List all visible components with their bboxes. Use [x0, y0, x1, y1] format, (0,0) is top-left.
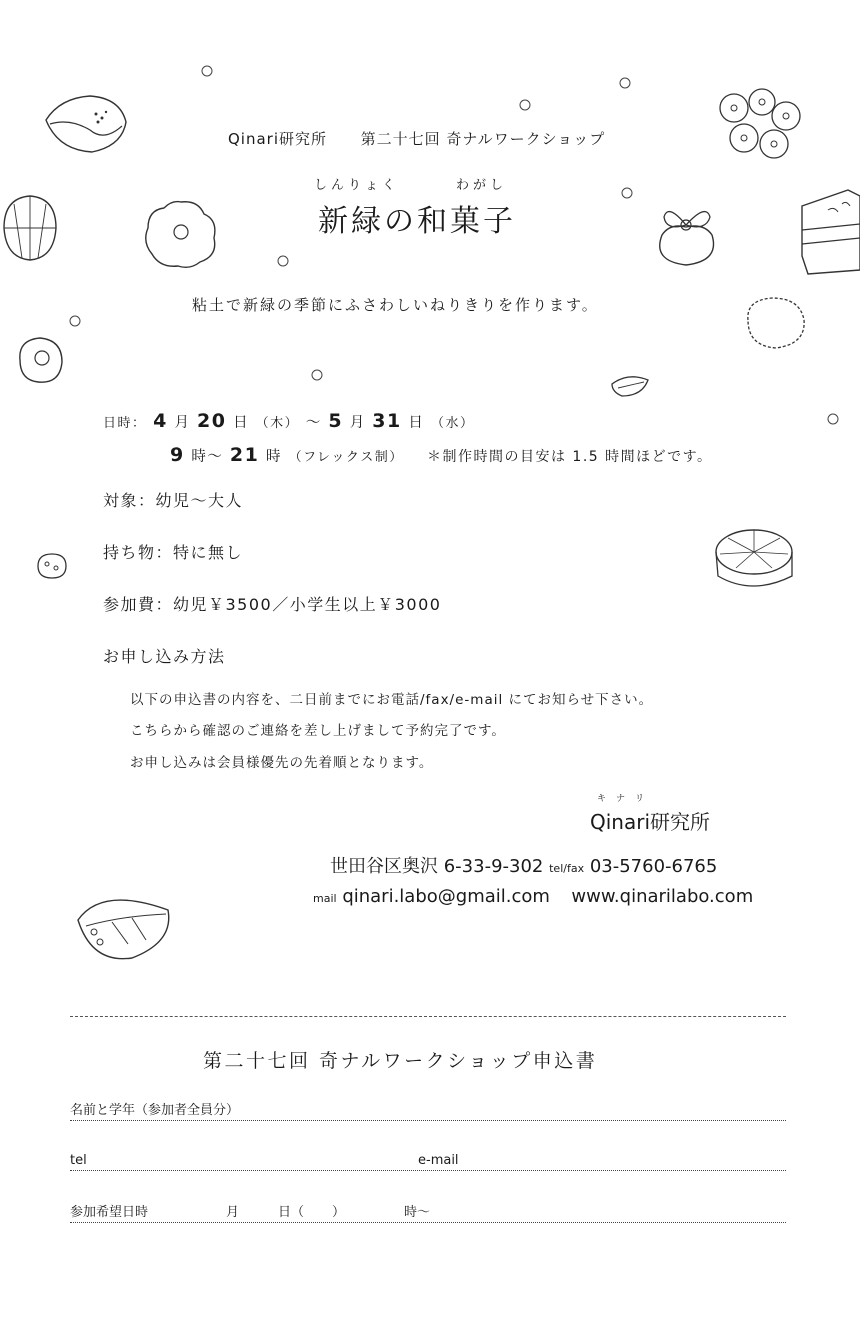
end-weekday: （水）: [430, 416, 475, 431]
hour-start: 9: [170, 444, 185, 466]
flower-dot-icon: [310, 368, 324, 382]
website-link[interactable]: www.qinarilabo.com: [571, 886, 754, 907]
flower-dot-icon: [620, 186, 634, 200]
sweet-small-bud-illustration: [12, 332, 68, 388]
hour-end-char: 時: [265, 449, 282, 465]
start-month: 4: [153, 410, 168, 432]
hour-end: 21: [229, 444, 260, 466]
sweet-chrysanthemum-illustration: [0, 188, 60, 266]
target-row: 対象：幼児～大人: [103, 491, 244, 510]
date-field[interactable]: [70, 1202, 786, 1223]
form-title: 第二十七回 奇ナルワークショップ申込書: [203, 1050, 598, 1072]
datetime-label: 日時：: [103, 416, 147, 431]
flower-dot-icon: [276, 254, 290, 268]
flower-dot-icon: [826, 412, 840, 426]
email-link[interactable]: qinari.labo@gmail.com: [342, 886, 550, 907]
day-char-2: 日: [408, 415, 425, 431]
event-label: 第二十七回 奇ナルワークショップ: [360, 130, 606, 148]
sweet-seed-illustration: [34, 550, 70, 582]
page-title: 新緑の和菓子: [318, 204, 516, 239]
event-header: [228, 128, 605, 149]
contact-field[interactable]: [70, 1150, 786, 1171]
sweet-wrapped-illustration: [40, 90, 132, 158]
date-field-label: 参加希望日時: [70, 1205, 149, 1220]
address-line: [330, 852, 717, 878]
sweet-leaf-small-illustration: [608, 370, 652, 400]
org-name: Qinari研究所: [590, 810, 711, 834]
title-ruby-2: わがし: [456, 178, 508, 193]
month-char: 月: [174, 415, 191, 431]
tel-number: 03-5760-6765: [589, 856, 718, 877]
mail-label: mail: [313, 892, 337, 905]
flower-dot-icon: [68, 314, 82, 328]
sweet-fluffy-illustration: [742, 294, 808, 352]
hours-row: [170, 444, 713, 466]
flower-dot-icon: [200, 64, 214, 78]
tel-field-label: tel: [70, 1153, 87, 1168]
day-char-form: 日（: [278, 1205, 305, 1220]
mail-line: [313, 886, 753, 907]
tilde: ～: [305, 415, 322, 431]
month-char-2: 月: [349, 415, 366, 431]
name-field[interactable]: [70, 1100, 786, 1121]
tel-label: tel/fax: [549, 862, 585, 875]
sweet-leaf-illustration: [72, 886, 178, 966]
paren-close: ）: [332, 1205, 346, 1220]
day-char: 日: [233, 415, 250, 431]
name-field-label: 名前と学年（参加者全員分）: [70, 1103, 240, 1118]
sweet-round-flower-illustration: [142, 198, 220, 270]
sweet-chrysanthemum-right-illustration: [712, 524, 796, 594]
email-field-label: e-mail: [418, 1153, 459, 1168]
end-month: 5: [328, 410, 344, 432]
intro-text: 粘土で新緑の季節にふさわしいねりきりを作ります。: [192, 296, 599, 314]
flower-dot-icon: [518, 98, 532, 112]
flex-label: （フレックス制）: [288, 450, 404, 465]
time-char-form: 時～: [404, 1205, 431, 1220]
apply-heading: お申し込み方法: [103, 647, 226, 666]
sweet-layered-cake-illustration: [798, 186, 860, 276]
org-name-ruby: キナリ: [597, 794, 655, 804]
month-char-form: 月: [226, 1205, 240, 1220]
sweet-flower-cluster-illustration: [714, 88, 804, 164]
org-label: Qinari研究所: [228, 130, 328, 148]
datetime-row: [103, 410, 474, 432]
start-day: 20: [197, 410, 227, 432]
cut-line: [70, 1016, 786, 1017]
belongings-row: 持ち物：特に無し: [103, 543, 244, 562]
sweet-bow-illustration: [652, 195, 722, 271]
address: 世田谷区奥沢 6-33-9-302: [330, 856, 544, 877]
apply-line-3: お申し込みは会員様優先の先着順となります。: [130, 755, 434, 771]
time-note: ＊制作時間の目安は 1.5 時間ほどです。: [426, 449, 713, 465]
flower-dot-icon: [618, 76, 632, 90]
title-ruby-1: しんりょく: [314, 178, 400, 193]
start-weekday: （木）: [255, 416, 300, 431]
apply-line-1: 以下の申込書の内容を、二日前までにお電話/fax/e-mail にてお知らせ下さい。: [130, 692, 654, 708]
apply-line-2: こちらから確認のご連絡を差し上げまして予約完了です。: [130, 723, 506, 739]
hour-char: 時～: [191, 449, 224, 465]
end-day: 31: [372, 410, 402, 432]
fee-row: 参加費：幼児￥3500／小学生以上￥3000: [103, 595, 442, 614]
